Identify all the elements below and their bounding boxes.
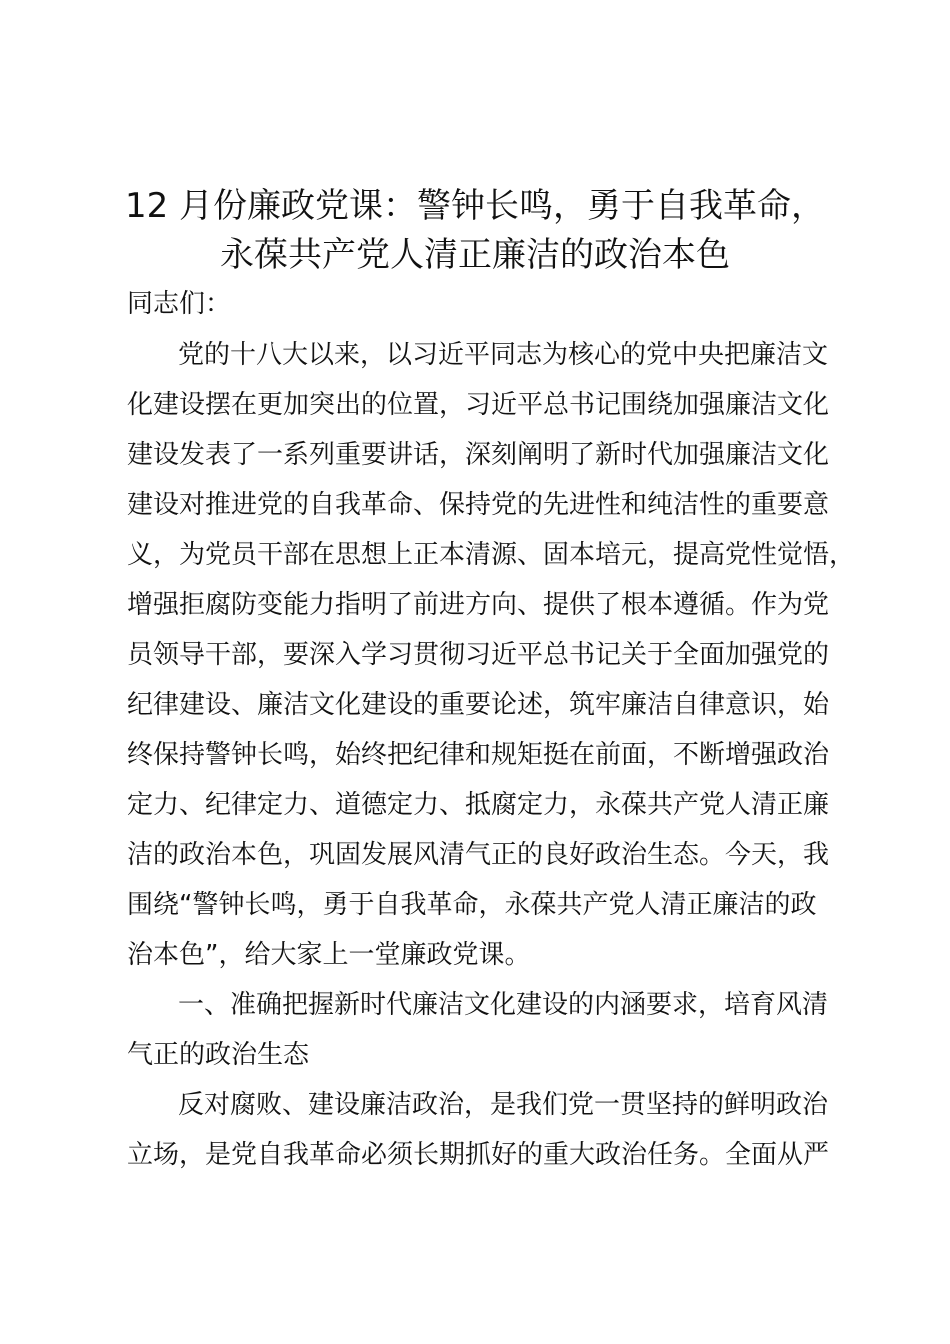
section-heading-line: 气正的政治生态 xyxy=(127,1040,310,1070)
paragraph-line: 义，为党员干部在思想上正本清源、固本培元，提高党性觉悟， xyxy=(127,540,856,570)
salutation: 同志们： xyxy=(127,289,232,319)
paragraph-line: 化建设摆在更加突出的位置，习近平总书记围绕加强廉洁文化 xyxy=(127,390,830,420)
paragraph-line: 定力、纪律定力、道德定力、抵腐定力，永葆共产党人清正廉 xyxy=(127,790,830,820)
document-title-line-2: 永葆共产党人清正廉洁的政治本色 xyxy=(220,235,730,275)
paragraph-line: 增强拒腐防变能力指明了前进方向、提供了根本遵循。作为党 xyxy=(127,590,830,620)
paragraph-line: 立场，是党自我革命必须长期抓好的重大政治任务。全面从严 xyxy=(127,1140,830,1170)
paragraph-line: 党的十八大以来，以习近平同志为核心的党中央把廉洁文 xyxy=(178,340,829,370)
paragraph-line: 员领导干部，要深入学习贯彻习近平总书记关于全面加强党的 xyxy=(127,640,830,670)
paragraph-line: 反对腐败、建设廉洁政治，是我们党一贯坚持的鲜明政治 xyxy=(178,1090,829,1120)
document-title-line-1: 12 月份廉政党课：警钟长鸣，勇于自我革命， xyxy=(124,186,826,226)
paragraph-line: 围绕“警钟长鸣，勇于自我革命，永葆共产党人清正廉洁的政 xyxy=(127,890,817,920)
paragraph-line: 建设发表了一系列重要讲话，深刻阐明了新时代加强廉洁文化 xyxy=(127,440,830,470)
paragraph-line: 终保持警钟长鸣，始终把纪律和规矩挺在前面，不断增强政治 xyxy=(127,740,830,770)
paragraph-line: 纪律建设、廉洁文化建设的重要论述，筑牢廉洁自律意识，始 xyxy=(127,690,830,720)
section-heading-line: 一、准确把握新时代廉洁文化建设的内涵要求，培育风清 xyxy=(178,990,829,1020)
paragraph-line: 建设对推进党的自我革命、保持党的先进性和纯洁性的重要意 xyxy=(127,490,830,520)
paragraph-line: 洁的政治本色，巩固发展风清气正的良好政治生态。今天，我 xyxy=(127,840,830,870)
paragraph-line: 治本色”，给大家上一堂廉政党课。 xyxy=(127,940,531,970)
